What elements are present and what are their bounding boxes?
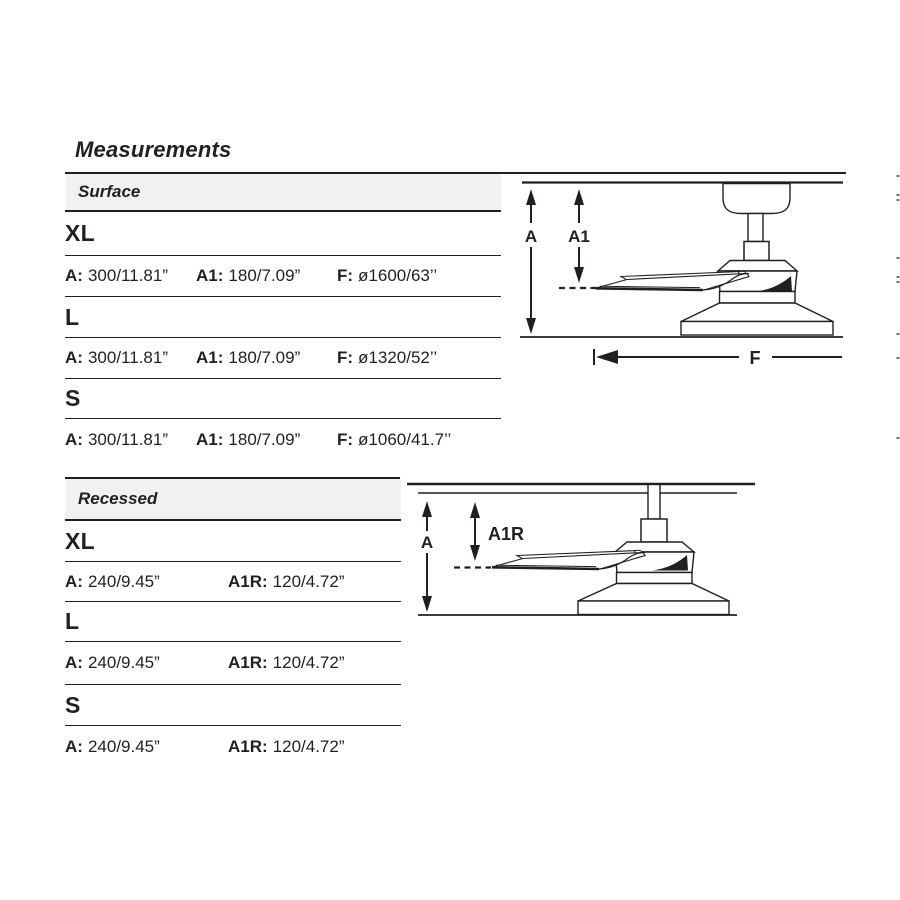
recessed-header-label: Recessed	[78, 489, 158, 508]
fan-downrod	[748, 214, 763, 242]
dim-a1: A1: 180/7.09”	[196, 429, 301, 449]
dim-a1: A1: 180/7.09”	[196, 266, 301, 285]
fan-rim	[578, 601, 729, 615]
dim-a: A: 300/11.81”	[65, 348, 168, 367]
surface-header	[65, 174, 501, 212]
fan-blade-tip	[635, 550, 642, 554]
fan-coupling	[641, 519, 667, 542]
dim-arrow-a	[421, 501, 433, 612]
dim-arrow-f	[594, 348, 842, 368]
fan-flare	[681, 303, 833, 322]
fan-motor-body	[718, 271, 797, 292]
dim-row-xl	[65, 256, 501, 297]
size-label: L	[65, 303, 80, 330]
fan-blade-stripe	[496, 565, 596, 566]
surface-diagram	[520, 183, 843, 369]
recessed-diagram	[407, 484, 755, 615]
fan-blade-front	[492, 553, 645, 570]
recessed-table	[65, 479, 401, 767]
dim-a1r: A1R: 120/4.72”	[228, 571, 345, 591]
page-title: Measurements	[75, 137, 232, 162]
size-row-s	[65, 379, 501, 419]
size-row-s	[65, 685, 401, 726]
size-row-l	[65, 297, 501, 338]
dim-row-l	[65, 338, 501, 379]
fan-coupling	[744, 242, 769, 261]
dim-a: A: 240/9.45”	[65, 571, 160, 591]
dim-label-a: A	[420, 533, 434, 552]
size-row-xl	[65, 521, 401, 562]
recessed-header	[65, 479, 401, 521]
fan-swoosh	[652, 555, 688, 571]
dim-row-s	[65, 726, 401, 767]
fan-blade-rear	[621, 272, 745, 281]
dim-row-s	[65, 419, 501, 460]
dim-label-a: A	[524, 227, 538, 246]
dim-a1r: A1R: 120/4.72”	[228, 653, 345, 672]
fan-motor-top	[718, 261, 797, 272]
fan-hub-curve	[599, 553, 645, 570]
fan-blade-front	[596, 274, 749, 291]
size-label: XL	[65, 527, 95, 554]
fan-swoosh	[756, 276, 792, 292]
dim-a: A: 240/9.45”	[65, 736, 160, 756]
dim-row-xl	[65, 562, 401, 602]
size-label: S	[65, 385, 81, 411]
dim-a1r: A1R: 120/4.72”	[228, 736, 345, 756]
surface-table	[65, 174, 501, 460]
fan-band	[720, 292, 796, 304]
fan-blade-edge	[492, 567, 599, 569]
dim-f: F: ø1060/41.7’’	[337, 429, 452, 449]
dim-a: A: 300/11.81”	[65, 429, 168, 449]
dim-f: F: ø1320/52’’	[337, 348, 438, 367]
size-label: S	[65, 691, 81, 718]
dim-a1: A1: 180/7.09”	[196, 348, 301, 367]
fan-flare	[578, 584, 729, 602]
fan-blade-edge	[596, 288, 703, 290]
fan-rim	[681, 322, 833, 336]
dim-arrow-a1r	[470, 502, 524, 561]
size-label: L	[65, 608, 80, 634]
fan-blade-stripe	[600, 286, 700, 287]
dim-row-l	[65, 642, 401, 685]
dim-a: A: 300/11.81”	[65, 266, 168, 285]
fan-hub-curve	[703, 274, 749, 291]
fan-motor-top	[615, 542, 694, 552]
fan-band	[617, 573, 693, 584]
fan-motor-body	[615, 552, 694, 573]
fan-canopy	[723, 184, 790, 214]
dim-label-f: F	[749, 348, 761, 368]
fan-downrod	[648, 485, 660, 520]
fan-blade-rear	[517, 551, 641, 560]
dim-label-a1r: A1R	[488, 524, 525, 544]
dim-arrow-a1	[568, 189, 590, 283]
dim-f: F: ø1600/63’’	[337, 266, 438, 285]
fan-blade-tip	[739, 271, 746, 275]
dim-arrow-a	[525, 189, 537, 334]
clipped-text-artifacts	[897, 175, 900, 439]
surface-header-label: Surface	[78, 182, 141, 201]
size-label: XL	[65, 220, 95, 246]
dim-label-a1: A1	[568, 227, 590, 246]
dim-a: A: 240/9.45”	[65, 653, 160, 672]
size-row-xl	[65, 212, 501, 256]
size-row-l	[65, 602, 401, 642]
